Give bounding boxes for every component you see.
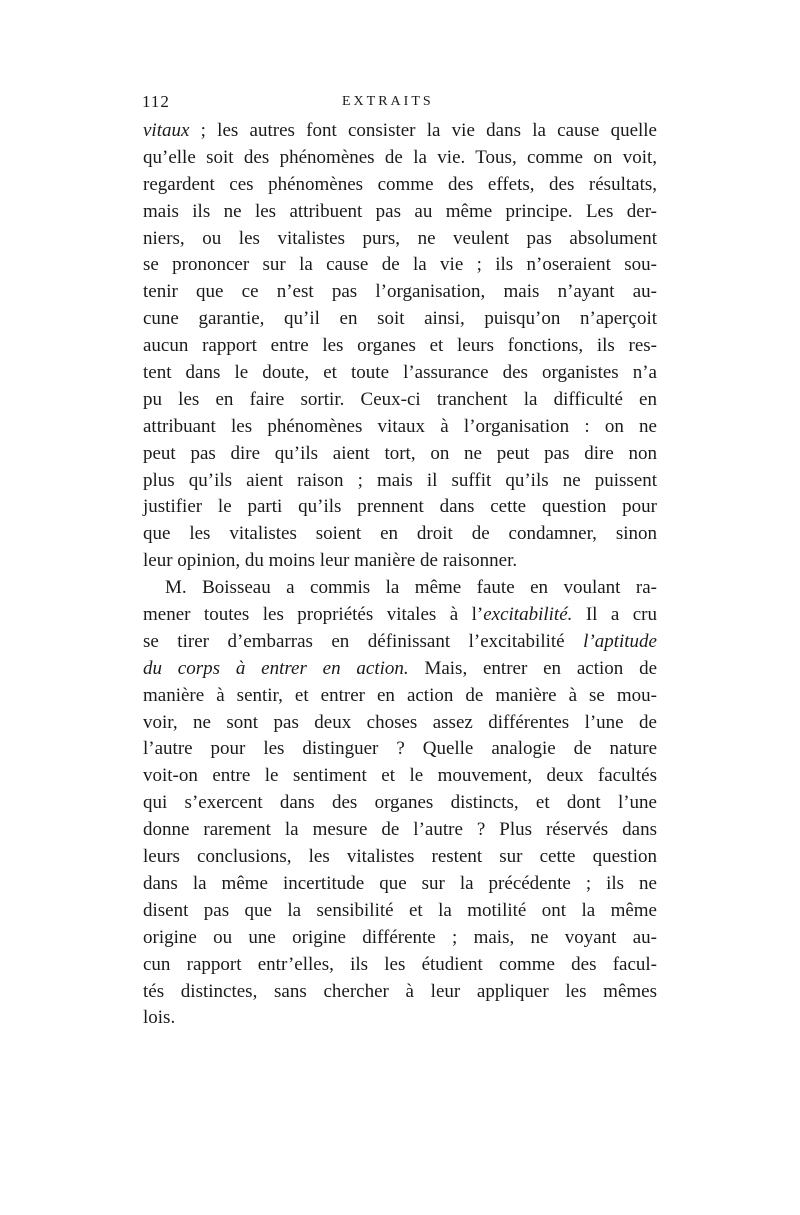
text-segment: voit-on entre le sentiment et le mouvement, deux facultés bbox=[143, 765, 657, 787]
text-segment: pu les en faire sortir. Ceux-ci tranchent la difficulté en bbox=[143, 388, 657, 410]
text-line bbox=[143, 629, 657, 656]
text-segment: disent pas que la sensibilité et la motilité ont la même bbox=[143, 899, 657, 921]
text-line bbox=[143, 494, 657, 521]
text-line bbox=[143, 844, 657, 871]
text-segment: origine ou une origine différente ; mais, ne voyant au- bbox=[143, 926, 657, 948]
text-segment: que les vitalistes soient en droit de condamner, sinon bbox=[143, 523, 657, 545]
text-segment: peut pas dire qu’ils aient tort, on ne peut pas dire non bbox=[143, 442, 657, 464]
text-segment: aucun rapport entre les organes et leurs fonctions, ils res- bbox=[143, 335, 657, 357]
text-line bbox=[143, 548, 657, 575]
text-segment: cune garantie, qu’il en soit ainsi, puisqu’on n’aperçoit bbox=[143, 308, 657, 330]
text-line bbox=[143, 279, 657, 306]
text-segment: se prononcer sur la cause de la vie ; ils n’oseraient sou- bbox=[143, 254, 657, 276]
text-line bbox=[143, 387, 657, 414]
italic-text: vitaux bbox=[143, 120, 190, 141]
text-segment: cun rapport entr’elles, ils les étudient comme des facul- bbox=[143, 953, 657, 975]
italic-text: l’aptitude bbox=[583, 630, 657, 652]
text-segment: lois. bbox=[143, 1007, 176, 1029]
text-line bbox=[143, 656, 657, 683]
text-line bbox=[143, 871, 657, 898]
text-line bbox=[143, 1005, 657, 1032]
text-line bbox=[143, 333, 657, 360]
italic-text: excitabilité. bbox=[483, 604, 573, 626]
running-head: EXTRAITS bbox=[342, 94, 434, 109]
text-line bbox=[143, 683, 657, 710]
text-line bbox=[143, 441, 657, 468]
text-segment: leurs conclusions, les vitalistes restent sur cette question bbox=[143, 846, 657, 868]
text-line bbox=[143, 952, 657, 979]
text-segment: Il a cru bbox=[572, 604, 657, 626]
text-segment: tent dans le doute, et toute l’assurance des organistes n’a bbox=[143, 362, 657, 384]
italic-text: du corps à entrer en action. bbox=[143, 657, 409, 679]
text-line bbox=[143, 414, 657, 441]
text-segment: mener toutes les propriétés vitales à l’ bbox=[143, 604, 484, 626]
text-line bbox=[143, 898, 657, 925]
text-line bbox=[143, 172, 657, 199]
text-line bbox=[143, 199, 657, 226]
text-segment: qui s’exercent dans des organes distincts, et dont l’une bbox=[143, 792, 657, 814]
text-line bbox=[143, 710, 657, 737]
text-line bbox=[143, 817, 657, 844]
text-segment: tenir que ce n’est pas l’organisation, mais n’ayant au- bbox=[143, 281, 657, 303]
text-line bbox=[143, 226, 657, 253]
text-segment: donne rarement la mesure de l’autre ? Plus réservés dans bbox=[143, 819, 657, 841]
text-line bbox=[143, 360, 657, 387]
text-segment: attribuant les phénomènes vitaux à l’organisation : on ne bbox=[143, 415, 657, 437]
text-line bbox=[143, 145, 657, 172]
text-segment: tés distinctes, sans chercher à leur appliquer les mêmes bbox=[143, 980, 657, 1002]
text-segment: regardent ces phénomènes comme des effets, des résultats, bbox=[143, 173, 657, 195]
text-line bbox=[143, 790, 657, 817]
text-line bbox=[143, 763, 657, 790]
text-line bbox=[143, 736, 657, 763]
text-segment: voir, ne sont pas deux choses assez différentes l’une de bbox=[143, 711, 657, 733]
text-segment: manière à sentir, et entrer en action de manière à se mou- bbox=[143, 684, 657, 706]
page-number: 112 bbox=[142, 92, 170, 111]
text-line bbox=[143, 602, 657, 629]
body-text bbox=[143, 118, 657, 1032]
text-line bbox=[143, 468, 657, 495]
text-segment: l’autre pour les distinguer ? Quelle analogie de nature bbox=[143, 738, 657, 760]
text-line bbox=[143, 925, 657, 952]
text-segment: M. Boisseau a commis la même faute en voulant ra- bbox=[165, 577, 657, 599]
text-segment: qu’elle soit des phénomènes de la vie. Tous, comme on voit, bbox=[143, 146, 657, 168]
text-segment: dans la même incertitude que sur la précédente ; ils ne bbox=[143, 872, 657, 894]
text-line bbox=[143, 575, 657, 602]
text-segment: se tirer d’embarras en définissant l’excitabilité bbox=[143, 630, 584, 652]
text-line bbox=[143, 306, 657, 333]
text-segment: ; les autres font consister la vie dans la cause quelle bbox=[189, 120, 657, 141]
text-segment: plus qu’ils aient raison ; mais il suffit qu’ils ne puissent bbox=[143, 469, 657, 491]
page-header bbox=[142, 92, 662, 116]
text-segment: niers, ou les vitalistes purs, ne veulent pas absolument bbox=[143, 227, 657, 249]
text-line bbox=[143, 252, 657, 279]
text-line bbox=[143, 979, 657, 1006]
text-segment: leur opinion, du moins leur manière de raisonner. bbox=[143, 550, 518, 572]
text-line bbox=[143, 118, 657, 145]
text-segment: mais ils ne les attribuent pas au même principe. Les der- bbox=[143, 200, 657, 222]
text-segment: Mais, entrer en action de bbox=[408, 657, 657, 679]
text-line bbox=[143, 521, 657, 548]
text-segment: justifier le parti qu’ils prennent dans cette question pour bbox=[143, 496, 657, 518]
